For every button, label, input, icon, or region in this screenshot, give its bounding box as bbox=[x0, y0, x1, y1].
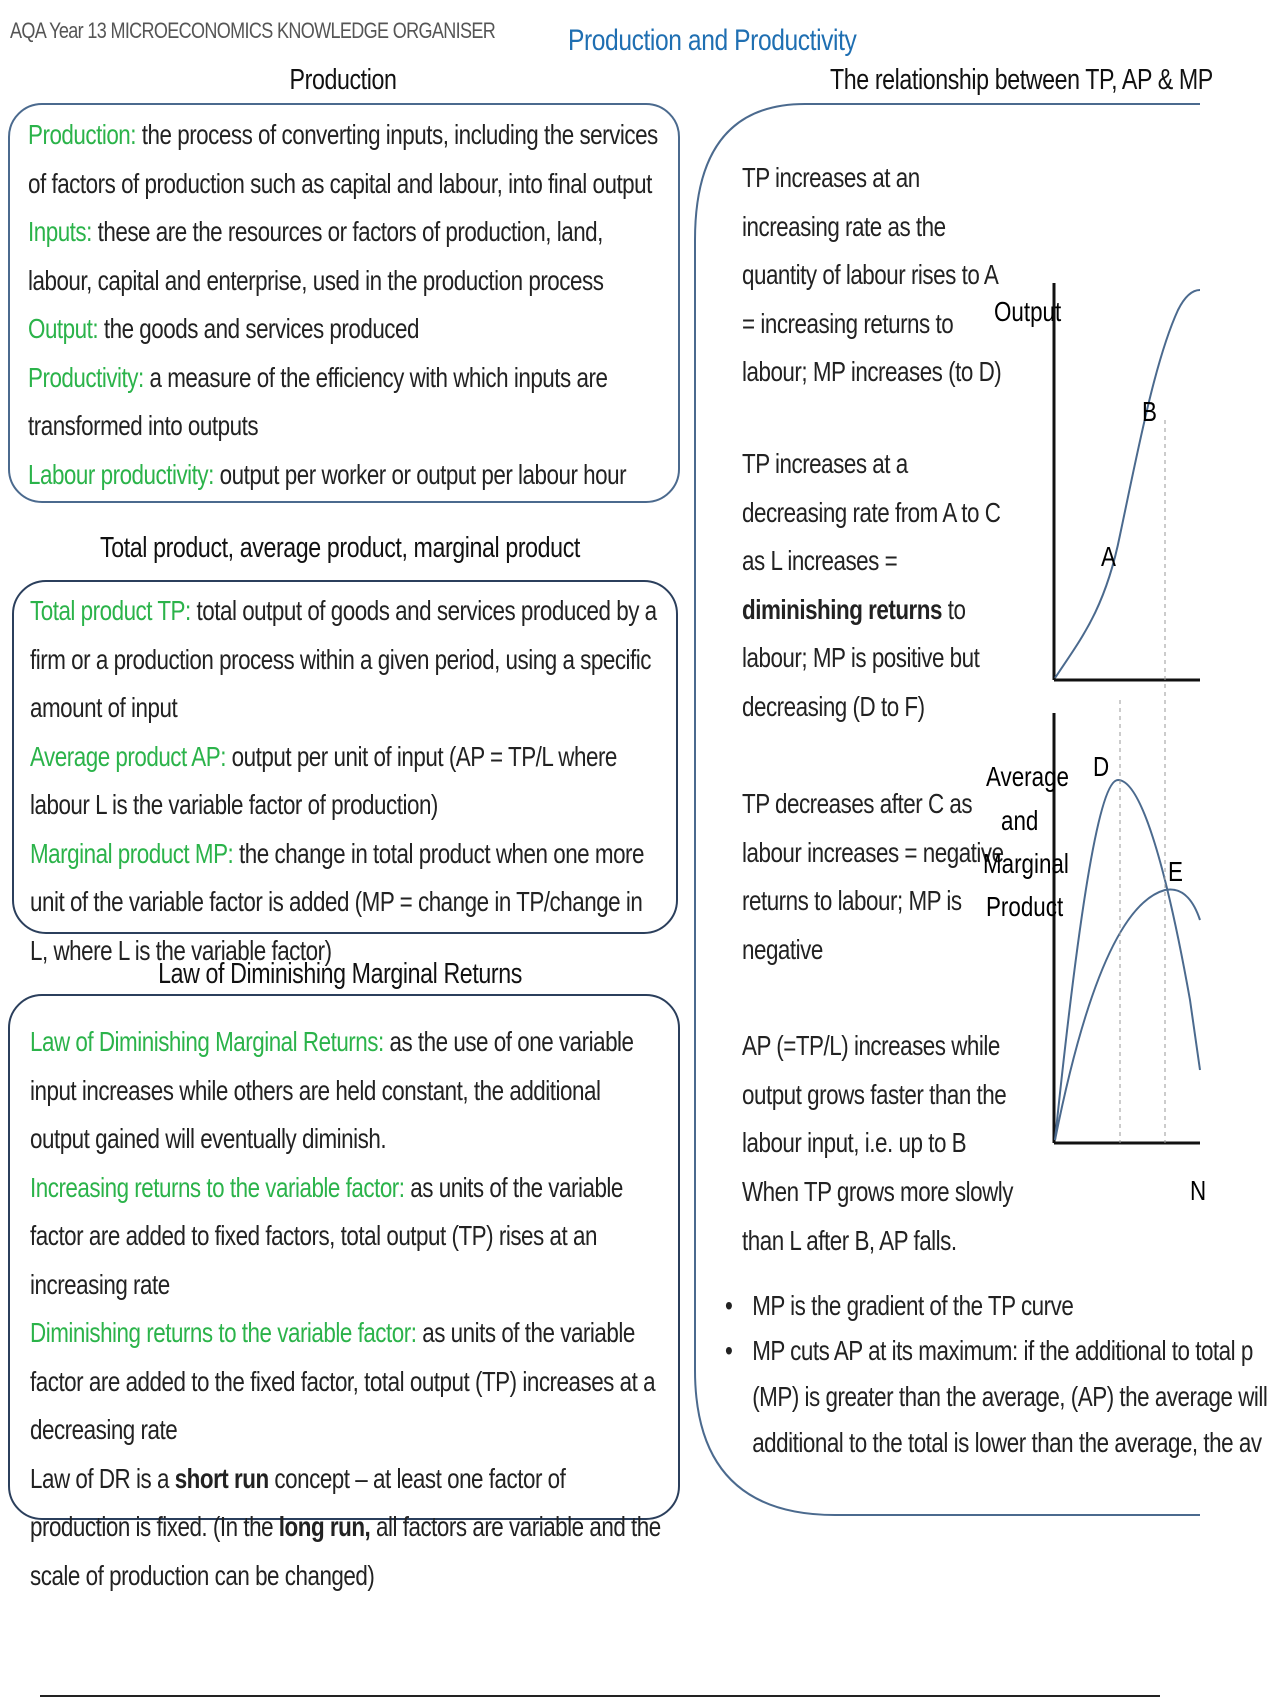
relationship-para-1: TP increases at an increasing rate as the quantity of labour rises to A = increasing returns to labour; MP increases (to D) bbox=[742, 162, 1002, 387]
footer-divider bbox=[40, 1695, 1160, 1697]
term: Total product TP: bbox=[30, 595, 191, 626]
page-title: Production and Productivity bbox=[568, 24, 857, 57]
term: Average product AP: bbox=[30, 740, 226, 772]
term: Increasing returns to the variable factor: bbox=[30, 1171, 405, 1203]
law-title: Law of Diminishing Marginal Returns bbox=[158, 958, 522, 990]
term: Production: bbox=[28, 119, 137, 150]
apmp-axis-label-4: Product bbox=[986, 891, 1064, 923]
mp-curve bbox=[1055, 780, 1200, 1140]
organiser-title: AQA Year 13 MICROECONOMICS KNOWLEDGE ORGANISER bbox=[10, 18, 496, 43]
output-axis-label: Output bbox=[994, 296, 1062, 328]
apmp-axis-label-2: and bbox=[1001, 805, 1039, 837]
relationship-para-3: TP decreases after C as labour increases = negative returns to labour; MP is negative bbox=[742, 788, 1004, 965]
relationship-title: The relationship between TP, AP & MP bbox=[830, 64, 1213, 96]
tpapmp-text: Total product TP: total output of goods and services produced by a firm or a production process within a given period, using a specific amount of input Average product AP: output per unit of input (AP = TP/L where labour L is the variable factor of production) Marginal product MP: the change in total product when one more unit of the variable factor is added (MP = change in TP/change in L, where L is the variable factor) bbox=[30, 595, 657, 966]
production-title: Production bbox=[289, 64, 397, 96]
point-d-label: D bbox=[1093, 751, 1110, 783]
term: Law of Diminishing Marginal Returns: bbox=[30, 1026, 384, 1057]
term: Marginal product MP: bbox=[30, 837, 234, 869]
bullet-item: • MP cuts AP at its maximum: if the additional to total p (MP) is greater than the average, (AP) the average will additional to the total is lower than the average, the av bbox=[725, 1335, 1267, 1458]
relationship-para-4: AP (=TP/L) increases while output grows faster than the labour input, i.e. up to B bbox=[742, 1030, 1007, 1158]
relationship-para-5: When TP grows more slowly than L after B, AP falls. bbox=[742, 1176, 1013, 1256]
relationship-para-2: TP increases at a decreasing rate from A to C as L increases = diminishing returns to labour; MP is positive but decreasing (D to F) bbox=[742, 448, 1001, 722]
bullet-item: • MP is the gradient of the TP curve bbox=[725, 1290, 1074, 1321]
term: Output: bbox=[28, 313, 99, 344]
term: Diminishing returns to the variable factor: bbox=[30, 1317, 417, 1348]
term: Inputs: bbox=[28, 216, 92, 247]
production-text: Production: the process of converting inputs, including the services of factors of production such as capital and labour, into final output Inputs: these are the resources or factors of production, land, labour, capital and enterprise, used in the production process Output: the goods and services produced Productivity: a measure of the efficiency with which inputs are transformed into outputs Labour productivity: output per worker or output per labour hour bbox=[28, 119, 658, 490]
term: Labour productivity: bbox=[28, 458, 214, 490]
point-b-label: B bbox=[1142, 396, 1157, 428]
point-e-label: E bbox=[1168, 856, 1183, 888]
tp-curve bbox=[1055, 290, 1200, 678]
ap-curve bbox=[1055, 889, 1200, 1140]
point-a-label: A bbox=[1101, 541, 1116, 573]
term: Productivity: bbox=[28, 361, 144, 393]
apmp-axis-label-3: Marginal bbox=[983, 848, 1069, 880]
x-axis-label-cut: N bbox=[1190, 1175, 1207, 1207]
apmp-axis-label-1: Average bbox=[986, 761, 1070, 793]
tpapmp-title: Total product, average product, marginal product bbox=[100, 532, 580, 564]
law-text: Law of Diminishing Marginal Returns: as the use of one variable input increases while others are held constant, the additional output gained will eventually diminish. Increasing returns to the variable factor: as units of the variable factor are added to fixed factors, total output (TP) rises at an increasing rate Diminishing returns to the variable factor: as units of the variable factor are added to the fixed factor, total output (TP) increases at a decreasing rate Law of DR is a short run concept – at least one factor of production is fixed. (In the long run, all factors are variable and the scale of production can be changed) bbox=[30, 1026, 661, 1591]
